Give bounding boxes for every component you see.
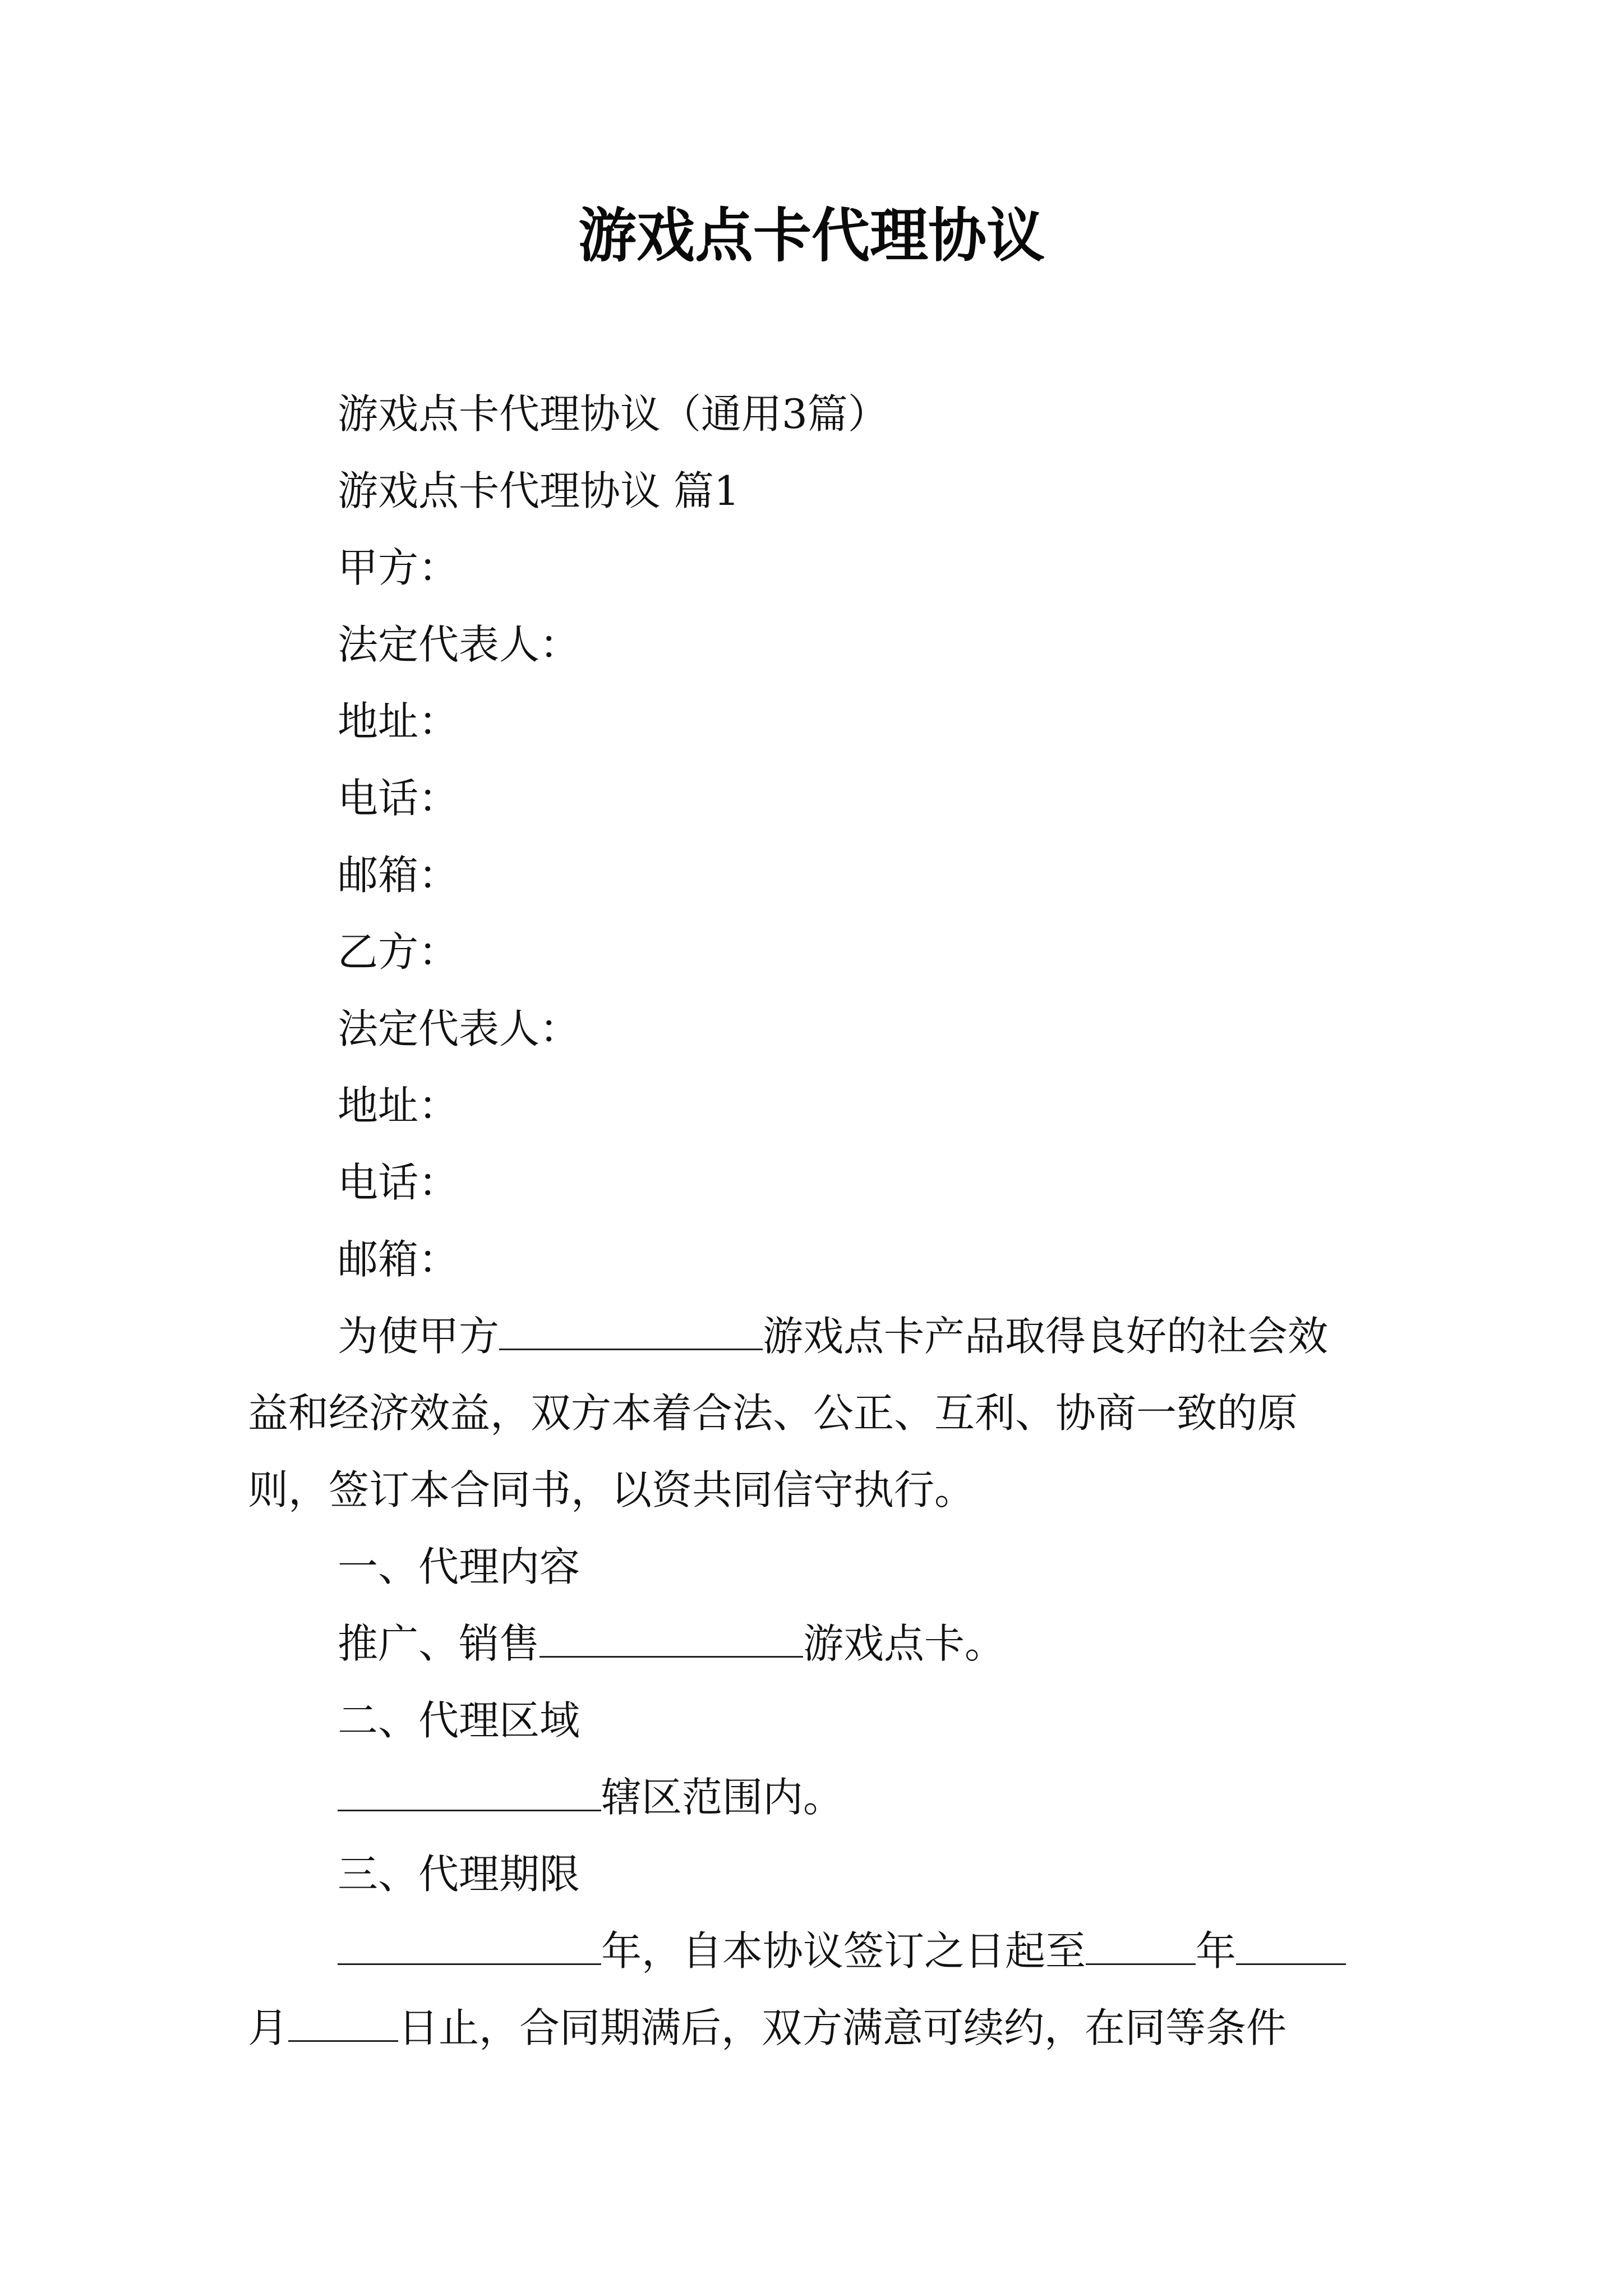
document-body bbox=[248, 376, 1375, 2067]
party-b-address: 地址： bbox=[338, 1082, 459, 1129]
section-3-text-a: 年，自本协议签订之日起至 bbox=[601, 1927, 1086, 1975]
section-3-line-2 bbox=[248, 1990, 1375, 2067]
term-years-blank bbox=[338, 1929, 601, 1965]
end-day-blank bbox=[288, 2005, 398, 2042]
section-1-text-b: 游戏点卡。 bbox=[803, 1620, 1006, 1667]
section-2-text-a: 辖区范围内。 bbox=[601, 1774, 844, 1821]
intro-text-a: 为使甲方 bbox=[338, 1313, 500, 1360]
end-month-blank bbox=[1236, 1929, 1346, 1965]
section-3-heading: 三、代理期限 bbox=[338, 1851, 580, 1898]
section-1-text-a: 推广、销售 bbox=[338, 1620, 540, 1667]
party-a-label: 甲方： bbox=[338, 544, 459, 591]
subtitle-line: 游戏点卡代理协议（通用3篇） bbox=[338, 390, 888, 438]
section-1-heading: 一、代理内容 bbox=[338, 1543, 580, 1590]
party-b-email: 邮箱： bbox=[338, 1236, 459, 1283]
intro-line-3: 则，签订本合同书，以资共同信守执行。 bbox=[248, 1466, 975, 1513]
intro-text-b: 游戏点卡产品取得良好的社会效 bbox=[763, 1313, 1329, 1360]
party-a-name-blank bbox=[499, 1314, 763, 1350]
region-blank bbox=[338, 1775, 601, 1811]
section-1-content bbox=[248, 1605, 1375, 1682]
game-name-blank bbox=[540, 1621, 803, 1658]
section-3-line-1 bbox=[248, 1913, 1375, 1990]
party-a-email: 邮箱： bbox=[338, 852, 459, 899]
party-a-representative: 法定代表人： bbox=[338, 621, 580, 668]
end-year-blank bbox=[1086, 1929, 1196, 1965]
party-b-phone: 电话： bbox=[338, 1159, 459, 1206]
document-title: 游戏点卡代理协议 bbox=[578, 201, 1045, 270]
section-3-text-b: 年 bbox=[1196, 1927, 1237, 1975]
part1-heading: 游戏点卡代理协议 篇1 bbox=[338, 467, 740, 514]
section-2-content bbox=[248, 1759, 1375, 1836]
section-2-heading: 二、代理区域 bbox=[338, 1697, 580, 1744]
party-a-address: 地址： bbox=[338, 698, 459, 745]
section-3-text-c: 月 bbox=[248, 2004, 289, 2051]
section-3-text-d: 日止，合同期满后，双方满意可续约，在同等条件 bbox=[398, 2004, 1287, 2051]
party-a-phone: 电话： bbox=[338, 775, 459, 822]
intro-line-2: 益和经济效益，双方本着合法、公正、互利、协商一致的原 bbox=[248, 1389, 1298, 1437]
intro-line-1 bbox=[248, 1298, 1375, 1375]
party-b-label: 乙方： bbox=[338, 928, 459, 976]
party-b-representative: 法定代表人： bbox=[338, 1005, 580, 1052]
